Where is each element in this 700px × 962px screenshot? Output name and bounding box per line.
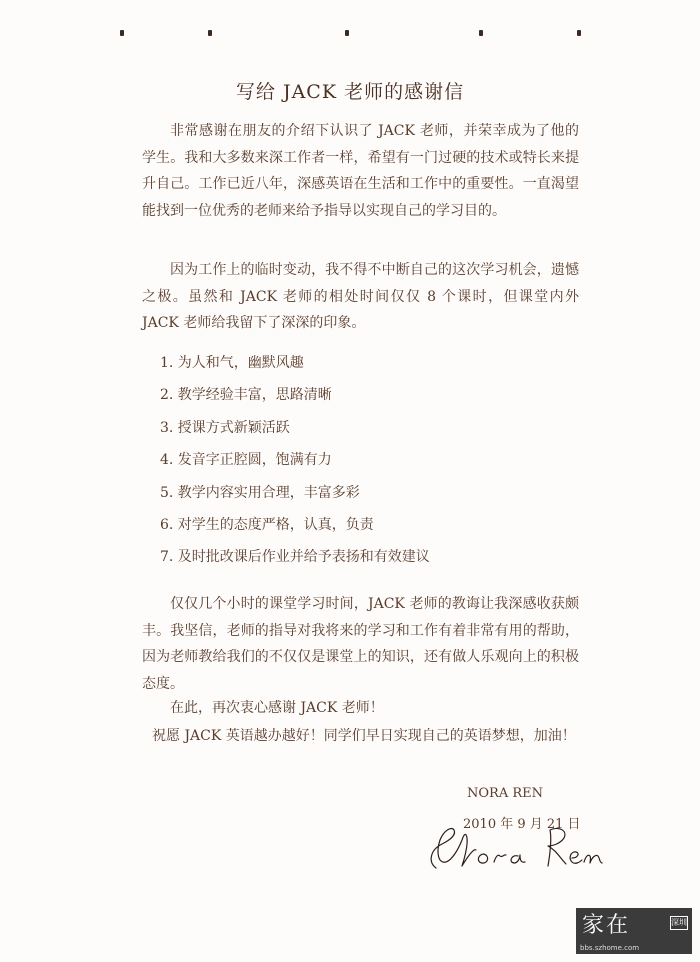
- list-item: 3. 授课方式新颖活跃: [160, 419, 290, 436]
- wish-line: 祝愿 JACK 英语越办越好！同学们早日实现自己的英语梦想，加油！: [152, 728, 576, 744]
- closing-paragraph: 仅仅几个小时的课堂学习时间，JACK 老师的教诲让我深感收获颇丰。我坚信，老师的指导对我将来的学习和工作有着非常有用的帮助，因为老师教给我们的不仅仅是课堂上的知识，还有做人乐观向上的积极态度。: [142, 596, 579, 692]
- watermark-main-text: 家在: [582, 913, 631, 938]
- list-item: 5. 教学内容实用合理，丰富多彩: [160, 484, 360, 501]
- list-item: 2. 教学经验丰富，思路清晰: [160, 387, 332, 404]
- letter-title: 写给 JACK 老师的感谢信: [235, 81, 465, 103]
- list-item: 6. 对学生的态度严格，认真，负责: [160, 516, 374, 533]
- site-watermark: [576, 908, 692, 954]
- scan-mark: [479, 30, 483, 36]
- list-item: 1. 为人和气，幽默风趣: [160, 355, 304, 371]
- watermark-url: bbs.szhome.com: [580, 944, 640, 952]
- signer-name: NORA REN: [467, 786, 543, 801]
- list-item: 4. 发音字正腔圆，饱满有力: [160, 452, 332, 469]
- thanks-line: 在此，再次衷心感谢 JACK 老师！: [170, 700, 384, 716]
- scan-mark: [577, 30, 581, 36]
- body-paragraph-2: 因为工作上的临时变动，我不得不中断自己的这次学习机会，遗憾之极。虽然和 JACK 老师的相处时间仅仅 8 个课时，但课堂内外 JACK 老师给我留下了深深的印象。: [142, 262, 579, 331]
- scan-mark: [345, 30, 349, 36]
- scan-mark: [208, 30, 212, 36]
- praise-list: [160, 347, 430, 574]
- letter-date: 2010 年 9 月 21 日: [463, 817, 581, 832]
- handwritten-signature: [422, 810, 612, 880]
- body-paragraph-1: 非常感谢在朋友的介绍下认识了 JACK 老师，并荣幸成为了他的学生。我和大多数来深工作者一样，希望有一门过硬的技术或特长来提升自己。工作已近八年，深感英语在生活和工作中的重要性。一直渴望能找到一位优秀的老师来给予指导以实现自己的学习目的。: [142, 123, 579, 219]
- watermark-side-text: 深圳: [670, 916, 688, 930]
- list-item: 7. 及时批改课后作业并给予表扬和有效建议: [160, 549, 430, 566]
- scan-mark: [120, 30, 124, 36]
